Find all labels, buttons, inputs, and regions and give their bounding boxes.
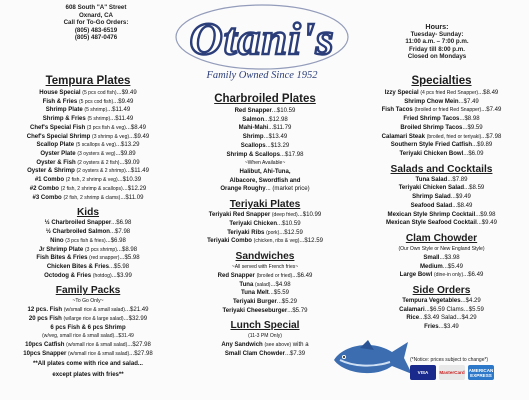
menu-item-name: Shrimp & Fries [42,116,86,123]
menu-item-name: Chef's Special Fish [29,124,86,131]
amex-card-icon: AMERICAN EXPRESS [468,365,494,380]
menu-item-name: Shrimp [242,134,264,141]
hours-title: Hours: [425,22,449,31]
call-label: Call for To-Go Orders: [63,19,129,27]
left-menu-column [0,73,176,380]
menu-item-name: Calamari Steak [381,133,426,140]
menu-item-name: Broiled Shrimp Tacos [400,124,463,131]
section-heading: Specialties [411,75,472,87]
section-heading: Side Orders [412,284,471,296]
menu-item [0,141,176,150]
menu-item-name: Halibut, Ahi-Tuna, [239,169,291,176]
menu-item-detail: (w/small rice & small salad) [63,307,125,314]
menu-item-name: Southern Style Fried Catfish [390,142,473,149]
menu-item-price: ...$3.49 Salad...$4.29 [419,315,477,322]
menu-item [0,228,176,237]
menu-item [176,107,354,116]
menu-item [176,350,354,359]
menu-item-detail: (3 pcs fish & fries) [65,237,106,244]
menu-item [176,298,354,307]
menu-item-detail: (broiled, fried or teriyaki) [426,133,482,140]
menu-item-name: Albacore, Swordfish and [229,177,301,184]
section-heading: Family Packs [55,285,121,297]
section-heading: Clam Chowder [405,233,478,245]
menu-item-price: ...$21.49 [124,307,149,314]
menu-item [176,185,354,194]
menu-item-price: ...$10.59 [271,108,296,114]
menu-item [0,150,176,159]
menu-item [354,211,529,220]
menu-item-detail: (deep fried) [271,212,298,219]
menu-item-price: ...$9.59 [462,124,483,131]
menu-item [176,168,354,177]
menu-item-detail: (3 oysters & veg) [77,151,116,158]
menu-item [0,194,176,203]
menu-item [0,237,176,246]
menu-item-price: ...$11.49 [110,116,134,123]
menu-item-name: Red Snapper [234,108,272,114]
menu-item-price: ...$27.98 [129,350,153,357]
menu-item [354,271,529,280]
mastercard-icon: MasterCard [439,365,465,380]
restaurant-contact [36,4,156,42]
menu-item-price: ...$4.29 [460,297,481,304]
menu-item [176,307,354,316]
menu-item-price: ...$12.29 [122,185,147,192]
menu-item [0,324,176,333]
menu-item-name: Teriyaki Ribs [227,229,265,236]
menu-item-detail: (2 oysters & 2 shrimp) [76,168,126,175]
menu-item-detail: (4 pcs fried Red Snapper) [420,90,479,96]
menu-item-price: ...$6.98 [111,220,132,227]
menu-item-name: Teriyaki Red Snapper [208,212,271,219]
menu-item-detail: (2 fish, 2 shrimp & veg) [65,177,118,184]
menu-item-price: ...$9.49 [476,220,497,227]
menu-item-price: ...$8.49 [452,202,473,209]
menu-item-detail: (2 fish, 2 shrimp & clams) [63,194,121,201]
menu-item-detail: (2 oysters & 2 fish) [77,159,120,166]
menu-item-name: ½ Charbroiled Snapper [44,220,112,227]
menu-item-detail: (hotdog) [92,272,112,279]
menu-item-price: ...$9.98 [475,211,496,218]
section-heading: Lunch Special [230,320,300,332]
menu-item-name: Teriyaki Burger [232,298,277,305]
section-heading: Tempura Plates [45,75,131,87]
menu-item-price: ...$5.29 [276,298,298,305]
menu-item-detail: (dine-in only) [433,272,464,279]
menu-item [0,185,176,194]
menu-item-detail: (w/small rice & small salad) [66,341,128,348]
menu-item [176,272,354,281]
logo-graphic [174,2,350,72]
menu-item [354,133,529,142]
fish-illustration [330,336,416,380]
menu-item-price: ...$5.49 [442,263,464,270]
menu-item-price: with a [291,342,309,349]
menu-item-name: #2 Combo [29,185,59,192]
menu-item [0,159,176,168]
menu-item-name: Tuna Melt [241,290,269,297]
menu-item-price: ...$7.98 [481,133,502,140]
menu-item-name: Scallop Plate [36,142,75,149]
menu-item-price: ...$10.59 [277,220,301,227]
menu-item-detail: (w/large rice & large salad) [63,315,124,322]
menu-item-name: Teriyaki Chicken Bowl [399,151,464,158]
menu-item-name: Salmon [242,116,265,123]
menu-item-detail: (3 shrimp & veg) [92,133,130,140]
logo-wordmark: Otani's [189,13,335,64]
menu-item-detail: (broiled or fried Red Snapper) [414,107,482,114]
menu-item-name: Oyster Plate [40,151,76,158]
section-subtitle: (Our Own Style or New England Style) [398,246,485,253]
menu-item-name: Small Clam Chowder [224,350,285,357]
menu-item [354,89,529,98]
menu-item-detail: (see above) [264,342,292,349]
address-line-1: 608 South "A" Street [65,4,127,11]
menu-item-name: Shrimp & Scallops [226,151,280,158]
menu-item-price: ...$5.98 [108,263,130,270]
menu-item [0,341,176,350]
section-subtitle: ~When Available~ [244,160,286,167]
menu-item-detail: (5 shrimp) [84,107,108,114]
menu-item-price: ...$12.98 [264,116,288,123]
menu-item-name: Chef's Special Shrimp [26,133,91,140]
accepted-cards [410,365,494,380]
menu-item-name: Fish Bites & Fries [36,255,88,262]
menu-item-detail: (2 fish, 2 shrimp & scallops) [60,185,123,192]
menu-item-name: Mahi-Mahi [238,125,269,132]
menu-item-price: ...$17.98 [279,151,304,158]
menu-item-name: #3 Combo [32,194,62,201]
menu-item-name: Teriyaki Chicken Salad [398,185,465,192]
address-line-2: Oxnard, CA [78,11,114,19]
menu-item-detail: (w/small rice & small salad) [68,350,130,357]
menu-item-price: ...$7.49 [481,107,502,114]
menu-item [0,167,176,176]
menu-item-name: 10pcs Snapper [23,350,67,357]
menu-item-name: Any Sandwich [221,342,263,349]
menu-item [176,237,354,246]
menu-item-name: Small [423,254,440,261]
section-subtitle: ~All served with French fries~ [231,264,299,271]
menu-item-name: Calamari [399,306,425,313]
hours-info [381,23,493,61]
menu-item [0,89,176,98]
menu-item-price: ...$10.39 [117,177,142,184]
menu-item-price: ...$12.59 [299,238,323,245]
menu-item-name: #1 Combo [34,177,65,184]
menu-item-price: ...$13.49 [263,134,288,141]
menu-item [176,133,354,142]
menu-item-detail: (5 shrimp) [87,116,111,123]
menu-item-price: ...$9.49 [113,98,134,105]
middle-menu-column [176,91,354,359]
section-subtitle: ~To Go Only~ [72,298,104,305]
section-heading: Kids [76,207,100,219]
menu-item [176,229,354,238]
menu-item-name: 6 pcs Fish & 6 pcs Shrimp [50,324,126,331]
menu-item-name: Large Bowl [399,272,433,279]
menu-item-name: Teriyaki Chicken [229,220,278,227]
menu-item [354,106,529,115]
hours-days: Tuesday- Sunday: [410,30,464,38]
menu-item-name: Rice [406,315,420,322]
menu-item-detail: (5 scallops & veg) [75,142,116,149]
menu-item [354,263,529,272]
menu-item-price: ...$9.89 [115,151,136,158]
menu-item-name: Shrimp Salad [412,194,451,201]
menu-item-price: ...$12.59 [279,229,303,236]
menu-item-name: House Special [39,90,81,96]
menu-item-price: ...$6.98 [105,237,126,244]
menu-item [0,98,176,107]
menu-item-price: ...$27.98 [127,341,151,348]
menu-item [176,211,354,220]
menu-item-price: ...$5.79 [287,307,308,314]
menu-item [0,124,176,133]
menu-item-price: ...$9.49 [116,90,137,96]
menu-item [354,219,529,228]
menu-item-name: Mexican Style Seafood Cocktail [386,220,477,227]
menu-item-name: 10pcs Catfish [25,341,65,348]
menu-item [176,341,354,350]
menu-item-detail: (salad) [255,281,271,288]
menu-item-price: ...$11.79 [268,125,292,132]
menu-item-price: ... (market price) [265,186,310,193]
menu-item-name: Tuna [239,281,254,288]
menu-item-price: ...$9.89 [472,142,493,149]
menu-item-name: Tempura Vegetables [402,297,461,304]
right-menu-column [354,73,529,332]
menu-item-price: ...$6.49 [463,272,484,279]
menu-item-price: ...$13.29 [115,142,140,149]
menu-item-detail: (red snapper) [89,255,120,262]
menu-item-name: Scallops [240,142,266,149]
closed-note: Closed on Mondays [407,53,467,61]
menu-item-name: Seafood Salad [410,202,453,209]
menu-item [354,254,529,263]
menu-item-price: ...$7.49 [458,98,479,105]
menu-item-price: ...$3.98 [439,254,460,261]
menu-item-name: Fish & Fries [42,98,78,105]
menu-item-price: ...$8.49 [125,124,147,131]
menu-item-name: Nino [50,237,64,244]
menu-item-detail: (chicken, ribs & veg) [253,238,300,245]
phone-1[interactable]: (805) 483-6519 [74,26,118,34]
menu-item-name: Teriyaki Cheeseburger [222,307,288,314]
menu-item [176,220,354,229]
menu-item [354,115,529,124]
menu-item [0,246,176,255]
tagline: Family Owned Since 1952 [206,70,318,81]
menu-item-price: ...$7.89 [447,176,468,183]
menu-note: except plates with fries** [52,372,124,379]
menu-item-name: Shrimp Chow Mein [404,98,459,105]
menu-item-price: ...$5.59 [268,290,289,297]
menu-item-name: Fish Tacos [381,107,413,114]
menu-item [354,314,529,323]
menu-item [0,133,176,142]
phone-2[interactable]: (805) 487-0476 [74,34,118,42]
menu-item-detail: (5 pcs cod fish) [78,98,114,105]
menu-item-price: ...$9.49 [129,133,150,140]
menu-item-name: Tuna Salad [415,176,448,183]
menu-item [176,281,354,290]
menu-item [0,315,176,324]
visa-card-icon: VISA [410,365,436,380]
menu-item-price: ...$9.49 [450,194,471,201]
menu-item-detail: (5 pcs cod fish) [82,90,117,96]
section-subtitle: (w/veg, small rice & small salad)...$31.49 [42,333,134,340]
menu-item-name: ½ Charbroiled Salmon [45,229,110,236]
menu-item-price: ...$8.98 [116,246,138,253]
menu-item [176,177,354,186]
menu-item-name: Jr Shrimp Plate [38,246,84,253]
menu-item [176,289,354,298]
hours-range-2: Friday till 8:00 p.m. [408,45,466,53]
menu-item-name: Oyster & Shrimp [27,168,75,175]
menu-item [354,323,529,332]
menu-item-price: ...$8.49 [478,90,499,96]
menu-item [0,306,176,315]
menu-item-name: Medium [419,263,443,270]
menu-item-price: ...$11.49 [125,168,149,175]
menu-item-name: Oyster & Fish [36,159,76,166]
menu-item-name: Chicken Bites & Fries [46,263,109,270]
hours-range-1: 11:00 a.m. – 7:00 p.m. [405,38,469,46]
section-heading: Teriyaki Plates [229,199,301,211]
menu-item-price: ...$13.29 [265,142,290,149]
menu-item [354,150,529,159]
section-subtitle: (11-3 PM Only) [248,333,282,340]
menu-item-name: 20 pcs Fish [28,315,62,322]
menu-item-price: ...$9.09 [119,159,140,166]
menu-item-price: ...$8.59 [464,185,485,192]
menu-item-detail: (3 pcs shrimp) [84,246,117,253]
menu-item [0,350,176,359]
menu-item-name: Red Snapper [217,272,255,279]
menu-item-price: ...$4.98 [270,281,291,288]
menu-item-detail: (3 pcs fish & veg) [86,124,126,131]
prices-notice: (*Notice: prices subject to change*) [410,357,489,363]
section-heading: Charbroiled Plates [214,93,316,105]
menu-item [354,184,529,193]
menu-item [354,124,529,133]
menu-item-price: ...$6.09 [463,151,484,158]
menu-item [354,141,529,150]
menu-item-price: ...$11.49 [107,107,131,114]
menu-item [176,142,354,151]
section-heading: Salads and Cocktails [390,163,493,175]
menu-item-price: ...$6.59 Clams...$5.59 [424,306,484,313]
menu-item-name: Izzy Special [384,90,419,96]
menu-item-price: ...$11.09 [120,194,144,201]
menu-item-price: ...$6.49 [292,272,313,279]
menu-item [0,219,176,228]
menu-item [0,106,176,115]
menu-item-price: ...$8.98 [459,116,480,123]
section-heading: Sandwiches [235,251,295,263]
menu-note: **All plates come with rice and salad... [33,361,143,368]
menu-item [176,151,354,160]
menu-item-name: Shrimp Plate [45,107,83,114]
menu-item [0,176,176,185]
menu-item-name: Fried Shrimp Tacos [403,116,460,123]
menu-item-price: ...$32.99 [123,315,148,322]
menu-item [354,297,529,306]
menu-item-detail: (broiled or fried) [256,272,293,279]
menu-item-name: Octodog & Fries [44,272,92,279]
menu-item-detail: (pork) [266,229,280,236]
menu-item-price: ...$7.39 [284,350,306,357]
menu-item-price: ...$5.98 [119,255,140,262]
menu-item-name: Orange Roughy [220,186,266,193]
menu-item [176,116,354,125]
menu-item [354,193,529,202]
menu-item-name: Teriyaki Combo [207,238,252,245]
menu-item-name: Mexican Style Shrimp Cocktail [387,211,476,218]
menu-item-price: ...$3.99 [111,272,132,279]
menu-item [0,263,176,272]
menu-item [354,202,529,211]
menu-item [176,124,354,133]
menu-item-name: 12 pcs. Fish [27,307,63,314]
menu-item [354,176,529,185]
menu-item [0,272,176,281]
menu-item-price: ...$10.99 [297,212,322,219]
menu-item-price: ...$7.98 [110,229,131,236]
menu-item-name: Fries [424,324,439,331]
menu-item [354,306,529,315]
menu-item [0,115,176,124]
menu-item [0,254,176,263]
menu-item-price: ...$3.49 [438,324,459,331]
menu-item [354,98,529,107]
